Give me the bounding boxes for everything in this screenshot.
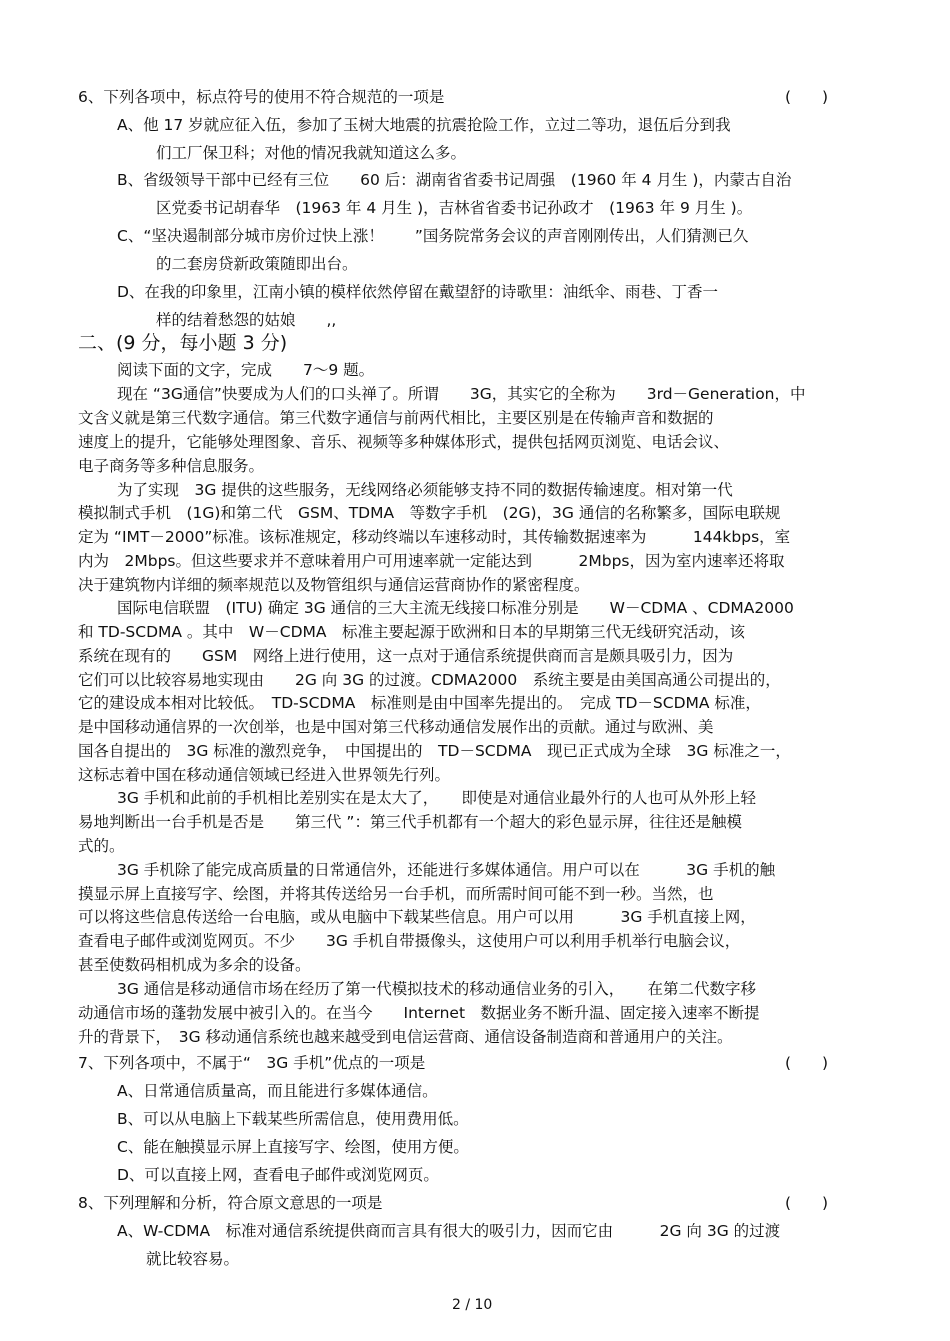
passage-line: 是中国移动通信界的一次创举，也是中国对第三代移动通信发展作出的贡献。通过与欧洲、美 [78,718,714,736]
option-7b: B、可以从电脑上下载某些所需信息，使用费用低。 [117,1110,469,1128]
question-8-answer-paren: ( ) [785,1194,829,1212]
passage-line: 为了实现 3G 提供的这些服务，无线网络必须能够支持不同的数据传输速度。相对第一代 [117,481,733,499]
passage-line: 可以将这些信息传送给一台电脑，或从电脑中下载某些信息。用户可以用 3G 手机直接上网， [78,908,756,926]
passage-line: 这标志着中国在移动通信领域已经进入世界领先行列。 [78,766,451,784]
passage-line: 模拟制式手机 (1G)和第二代 GSM、TDMA 等数字手机 (2G)，3G 通信的名称繁多，国际电联规 [78,504,781,522]
option-8a-line2: 就比较容易。 [146,1250,240,1268]
option-6a-line1: A、他 17 岁就应征入伍，参加了玉树大地震的抗震抢险工作，立过二等功，退伍后分到我 [117,116,731,134]
option-6d-line1: D、在我的印象里，江南小镇的模样依然停留在戴望舒的诗歌里：油纸伞、雨巷、丁香一 [117,283,718,301]
passage-line: 国各自提出的 3G 标准的激烈竞争， 中国提出的 TD－SCDMA 现已正式成为全球 3G 标准之一， [78,742,791,760]
passage-line: 式的。 [78,837,125,855]
passage-line: 系统在现有的 GSM 网络上进行使用，这一点对于通信系统提供商而言是颇具吸引力，因为 [78,647,734,665]
passage-line: 查看电子邮件或浏览网页。不少 3G 手机自带摄像头，这使用户可以利用手机举行电脑会议， [78,932,741,950]
passage-line: 国际电信联盟 (ITU) 确定 3G 通信的三大主流无线接口标准分别是 W－CDMA 、CDMA2000 [117,599,794,617]
option-6c-line1: C、“坚决遏制部分城市房价过快上涨！ ”国务院常务会议的声音刚刚传出，人们猜测已久 [117,227,749,245]
passage-line: 决于建筑物内详细的频率规范以及物管组织与通信运营商协作的紧密程度。 [78,576,590,594]
question-8-stem: 8、下列理解和分析，符合原文意思的一项是 [78,1194,383,1212]
passage-line: 摸显示屏上直接写字、绘图，并将其传送给另一台手机，而所需时间可能不到一秒。当然，也 [78,885,714,903]
section-2-instructions: 阅读下面的文字，完成 7～9 题。 [117,361,375,379]
option-6a-line2: 们工厂保卫科；对他的情况我就知道这么多。 [156,144,467,162]
option-6b-line1: B、省级领导干部中已经有三位 60 后：湖南省省委书记周强 (1960 年 4 月生 )，内蒙古自治 [117,171,792,189]
passage-line: 动通信市场的蓬勃发展中被引入的。在当今 Internet 数据业务不断升温、固定接入速率不断提 [78,1004,760,1022]
option-8a-line1: A、W-CDMA 标准对通信系统提供商而言具有很大的吸引力，因而它由 2G 向 3G 的过渡 [117,1222,781,1240]
page-number: 2 / 10 [452,1297,493,1313]
question-7-stem: 7、下列各项中，不属于“ 3G 手机”优点的一项是 [78,1054,426,1072]
option-7d: D、可以直接上网，查看电子邮件或浏览网页。 [117,1166,439,1184]
option-7c: C、能在触摸显示屏上直接写字、绘图，使用方便。 [117,1138,469,1156]
passage-line: 文含义就是第三代数字通信。第三代数字通信与前两代相比，主要区别是在传输声音和数据的 [78,409,714,427]
passage-line: 它的建设成本相对比较低。 TD-SCDMA 标准则是由中国率先提出的。 完成 TD－SCDMA 标准， [78,694,761,712]
passage-line: 它们可以比较容易地实现由 2G 向 3G 的过渡。CDMA2000 系统主要是由美国高通公司提出的， [78,671,781,689]
passage-line: 现在 “3G通信”快要成为人们的口头禅了。所谓 3G，其实它的全称为 3rd－Generation，中 [117,385,806,403]
option-6d-line2: 样的结着愁怨的姑娘 ,, [156,311,337,329]
passage-line: 定为 “IMT－2000”标准。该标准规定，移动终端以车速移动时，其传输数据速率为 144kbps，室 [78,528,791,546]
passage-line: 和 TD-SCDMA 。其中 W－CDMA 标准主要起源于欧洲和日本的早期第三代无线研究活动，该 [78,623,745,641]
passage-line: 3G 手机和此前的手机相比差别实在是太大了， 即使是对通信业最外行的人也可从外形上轻 [117,789,757,807]
option-6c-line2: 的二套房贷新政策随即出台。 [156,255,358,273]
passage-line: 升的背景下， 3G 移动通信系统也越来越受到电信运营商、通信设备制造商和普通用户的关注。 [78,1028,733,1046]
passage-line: 3G 通信是移动通信市场在经历了第一代模拟技术的移动通信业务的引入， 在第二代数字移 [117,980,757,998]
option-7a: A、日常通信质量高，而且能进行多媒体通信。 [117,1082,438,1100]
passage-line: 内为 2Mbps。但这些要求并不意味着用户可用速率就一定能达到 2Mbps，因为室内速率还将取 [78,552,785,570]
section-2-title: 二、(9 分，每小题 3 分) [78,332,288,354]
question-7-answer-paren: ( ) [785,1054,829,1072]
question-6-stem: 6、下列各项中，标点符号的使用不符合规范的一项是 [78,88,445,106]
passage-line: 3G 手机除了能完成高质量的日常通信外，还能进行多媒体通信。用户可以在 3G 手机的触 [117,861,776,879]
passage-line: 速度上的提升，它能够处理图象、音乐、视频等多种媒体形式，提供包括网页浏览、电话会议、 [78,433,730,451]
question-6-answer-paren: ( ) [785,88,829,106]
passage-line: 易地判断出一台手机是否是 第三代 ”：第三代手机都有一个超大的彩色显示屏，往往还是触模 [78,813,742,831]
passage-line: 甚至使数码相机成为多余的设备。 [78,956,311,974]
option-6b-line2: 区党委书记胡春华 (1963 年 4 月生 )，吉林省省委书记孙政才 (1963 年 9 月生 )。 [156,199,753,217]
passage-line: 电子商务等多种信息服务。 [78,457,265,475]
